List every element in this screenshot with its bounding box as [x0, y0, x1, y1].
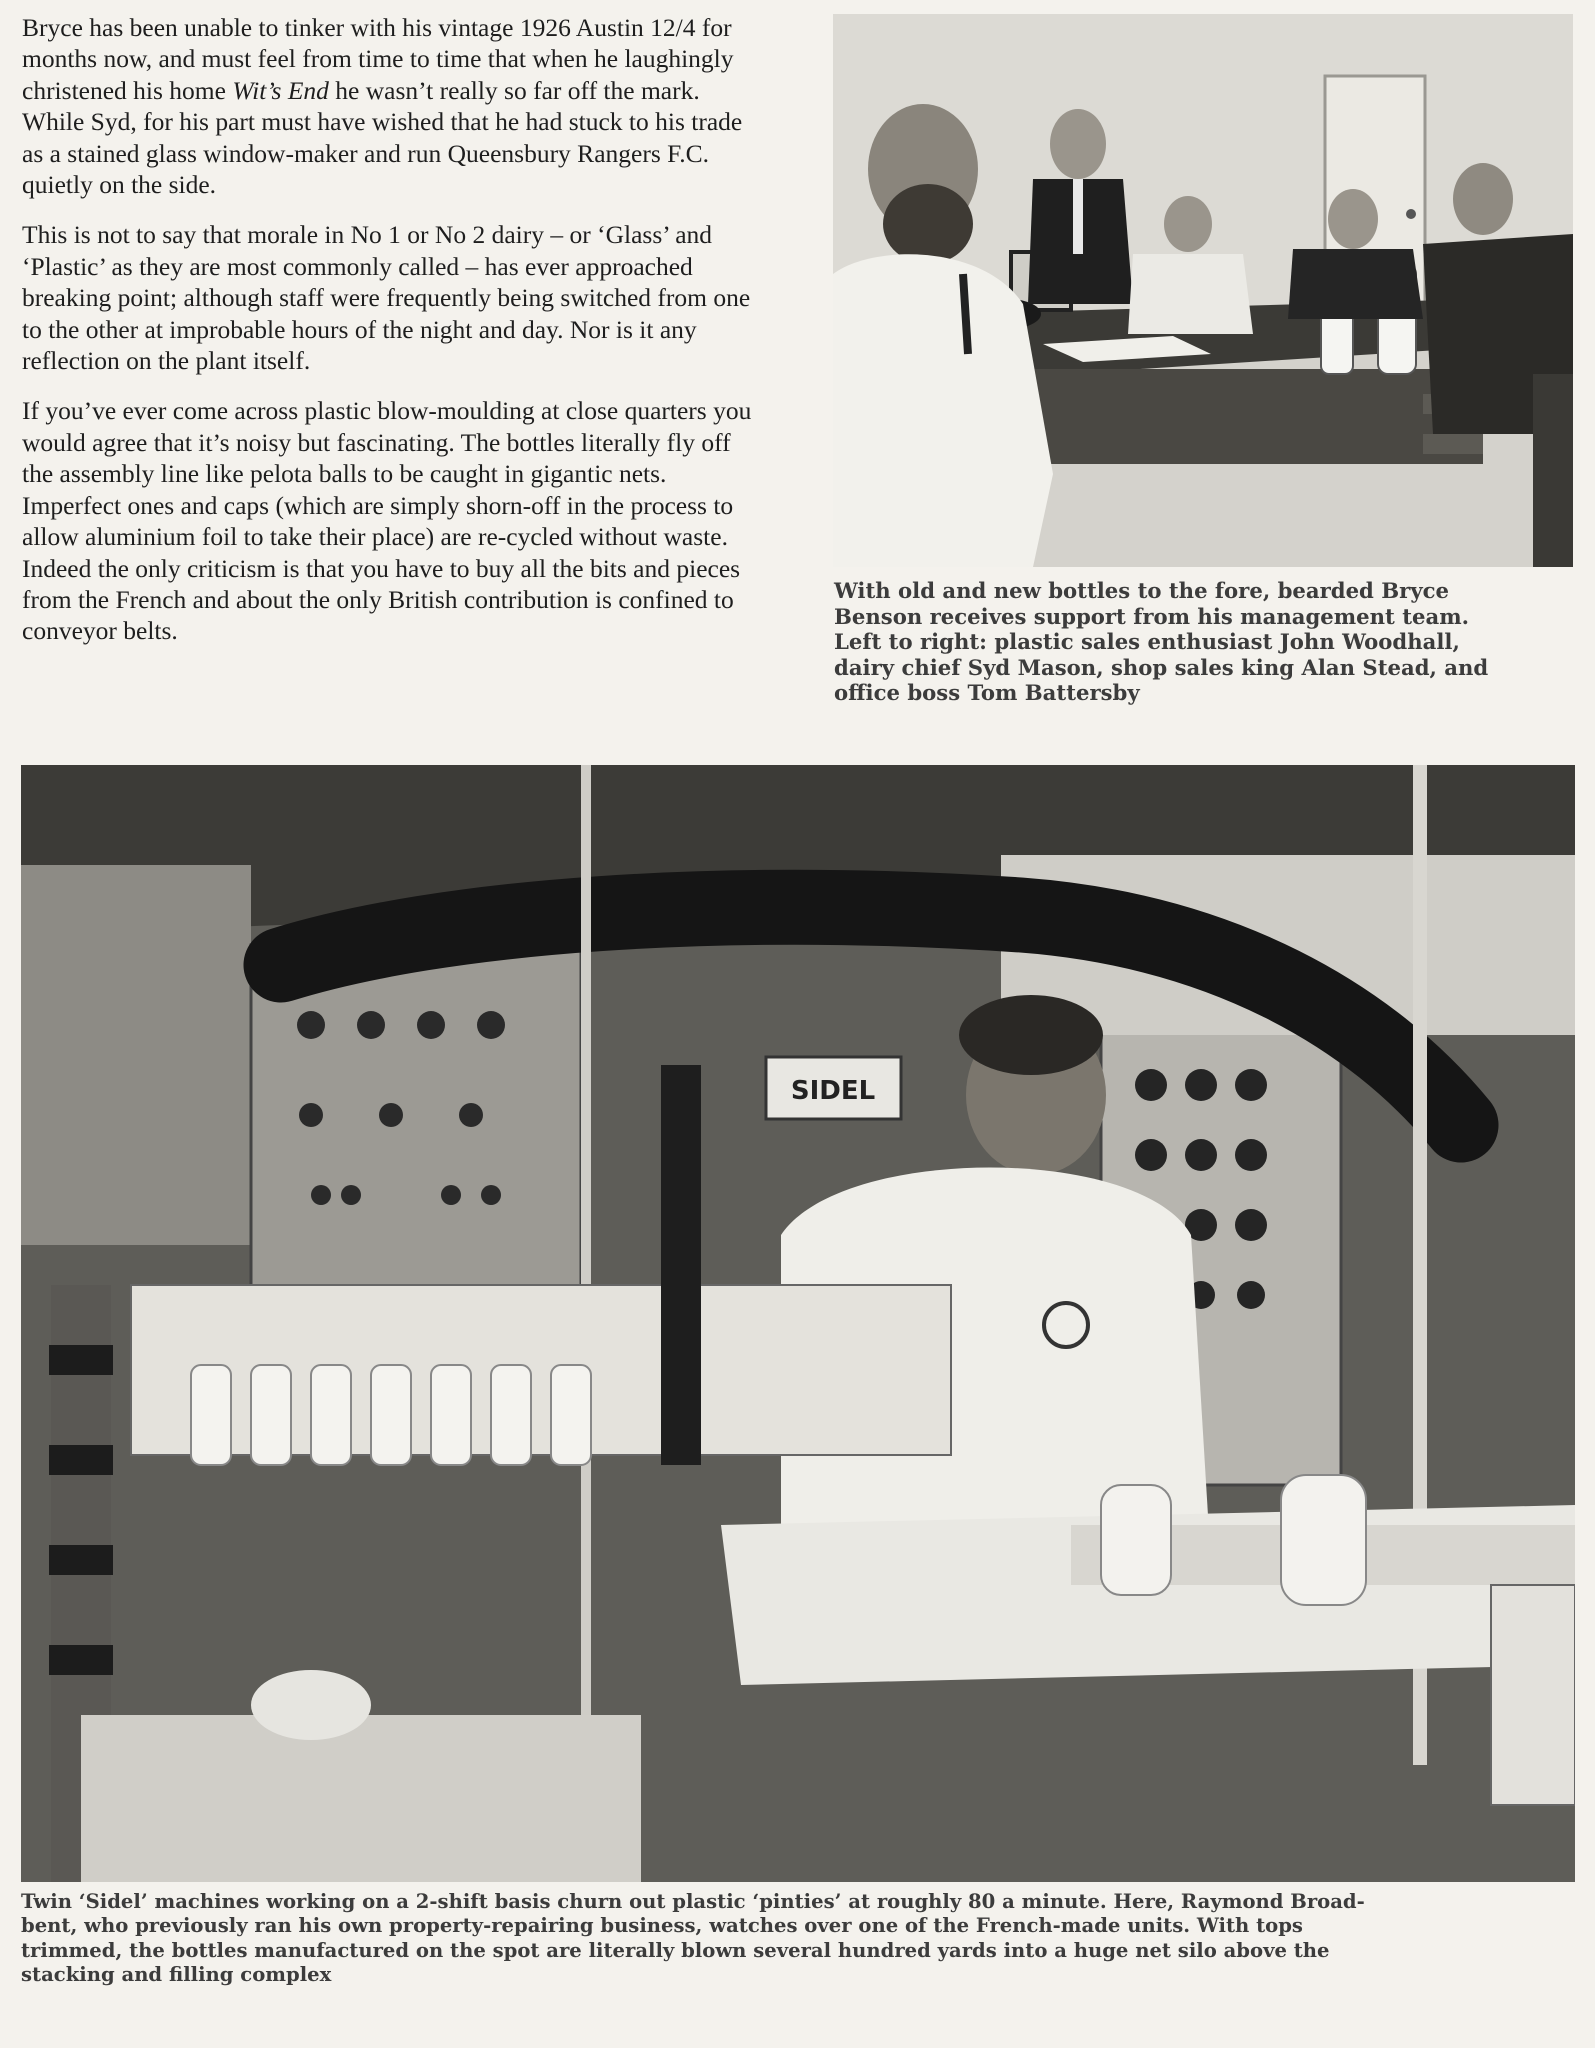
home-name: Wit’s End	[232, 75, 329, 105]
caption-line: trimmed, the bottles manufactured on the spot are literally blown several hundred yards into a huge net silo above the	[21, 1938, 1330, 1962]
article-paragraph-3: If you’ve ever come across plastic blow-moulding at close quarters you would agree that it’s noisy but fascinating. The bottles literally fly off the assembly line like pelota balls to be caught in gigantic nets. Imperfect ones and caps (which are simply shorn-off in the process to allow aluminium foil to take their place) are re-cycled without waste. Indeed the only criticism is that you have to buy all the bits and pieces from the French and about the only British contribution is confined to conveyor belts.	[22, 396, 752, 646]
article-body	[22, 12, 762, 666]
caption-line: Twin ‘Sidel’ machines working on a 2-shift basis churn out plastic ‘pinties’ at roughly 80 a minute. Here, Raymond Broad-	[21, 1890, 1365, 1913]
caption-line: dairy chief Syd Mason, shop sales king Alan Stead, and	[834, 654, 1489, 680]
top-photo-caption	[834, 578, 1574, 706]
sidel-machine-photo	[21, 765, 1575, 1882]
management-team-photo	[833, 14, 1573, 567]
caption-line: Left to right: plastic sales enthusiast John Woodhall,	[834, 629, 1460, 655]
sidel-plate-text: SIDEL	[790, 1076, 876, 1106]
caption-line: With old and new bottles to the fore, bearded Bryce	[834, 578, 1450, 603]
article-paragraph-1: Bryce has been unable to tinker with his vintage 1926 Austin 12/4 for months now, and must feel from time to time that when he laughingly christened his home Wit’s End he wasn’t really so far off the mark. While Syd, for his part must have wished that he had stuck to his trade as a stained glass window-maker and run Queensbury Rangers F.C. quietly on the side.	[22, 13, 743, 200]
caption-line: bent, who previously ran his own property-repairing business, watches over one of the French-made units. With tops	[21, 1914, 1303, 1938]
caption-line: Benson receives support from his management team.	[834, 603, 1470, 629]
article-paragraph-2: This is not to say that morale in No 1 or No 2 dairy – or ‘Glass’ and ‘Plastic’ as they are most commonly called – has ever approached breaking point; although staff were frequently being switched from one to the other at improbable hours of the night and day. Nor is it any reflection on the plant itself.	[22, 220, 751, 376]
bottom-photo-caption	[21, 1890, 1577, 1988]
caption-line: office boss Tom Battersby	[834, 680, 1140, 706]
caption-line: stacking and filling complex	[21, 1963, 332, 1987]
